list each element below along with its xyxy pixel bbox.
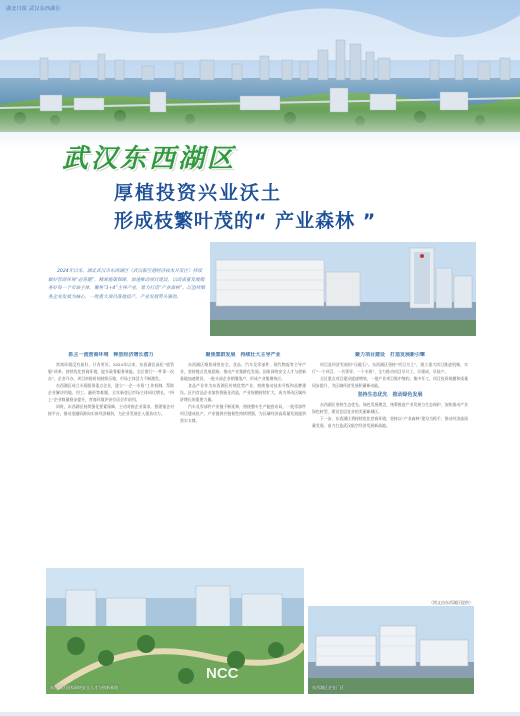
factory-aerial-photo bbox=[210, 242, 476, 336]
footer-rule bbox=[0, 712, 520, 716]
headline-line-1: 厚植投资兴业沃土 bbox=[114, 182, 283, 204]
col3-para: 东西湖区坚持生态优先、绿色发展理念，统筹推进产业发展与生态保护，加快推动产业绿色转型，建设宜居宜业的美丽新城区。 bbox=[312, 402, 468, 415]
headline-block bbox=[0, 144, 520, 240]
col3-heading: 聚力项目建设 打造发展新引擎 bbox=[354, 352, 425, 358]
park-campus-photo bbox=[46, 568, 304, 694]
col2-para: 食品产业作为东西湖区传统优势产业，持续推动技术升级和品牌建设。区内食品企业加快智能化改造，产业规模持续扩大，成为带动区域经济增长的重要力量。 bbox=[180, 383, 306, 403]
col2-para: 东西湖区聚焦网络安全、食品、汽车及零部件、现代物流等主导产业，坚持链式发展思路，推动产业集群化发展。国家网络安全人才与创新基地加速建设，一批头部企业相继落户，形成产业集聚效应。 bbox=[180, 362, 306, 382]
photo-caption-left: 东西湖区国家网络安全人才与创新基地 bbox=[50, 685, 118, 690]
ncc-logo: NCC bbox=[206, 665, 239, 682]
header-tag: 湖北日报 武汉东西湖区 bbox=[6, 6, 61, 12]
article-column-2 bbox=[180, 352, 306, 574]
intro-text: 2024年以来，湖北武汉市东西湖区（武汉临空港经济技术开发区）持续做好营商环境“必答题”，精准施策保障，加速推动项目建设，以高质量发展服务好每一个市场主体，聚焦“3+4”主导产业，着力打造“产业森林”。以坚持服务企业发展为核心，一批重大项目落地投产，产业发展势头强劲。 bbox=[48, 269, 206, 300]
col1-para: 东西湖区成立专班服务重点企业，建立“一企一专班”工作机制，帮助企业解决用地、用工、融资等难题。全年新登记市场主体同比增长，“四上”企业数量稳步提升，营商环境评价位居全市前列。 bbox=[48, 383, 174, 403]
col1-para: 营商环境没有最好，只有更好。2024年以来，东西湖区深化“放管服”改革，持续优化营商环境，提升政务服务效能。全区推行“一件事一次办”，企业开办、项目审批时间持续压缩，市场主体活力不断激发。 bbox=[48, 362, 174, 382]
col2-para: 汽车及零部件产业链不断延伸，围绕整车生产配套布局，一批零部件项目建成投产，产业链供应链韧性持续增强，为区域经济高质量发展提供坚实支撑。 bbox=[180, 404, 306, 424]
byline: （图文由东西湖区提供） bbox=[429, 600, 473, 605]
headline-line-2: 形成枝繁叶茂的“ 产业森林 ” bbox=[114, 210, 377, 232]
article-column-3 bbox=[312, 352, 468, 598]
col2-heading: 聚焦集群发展 持续壮大主导产业 bbox=[205, 352, 281, 358]
photo-caption-right: 东西湖区企业厂区 bbox=[312, 685, 344, 690]
page-title: 武汉东西湖区 bbox=[62, 144, 237, 174]
col3-heading-2: 坚持生态优先 推动绿色发展 bbox=[357, 392, 423, 399]
col3-para: 全区重点项目建设提速增效，一批产业项目集中签约、集中开工，项目投资规模和质量同步提升，为区域经济发展积蓄新动能。 bbox=[312, 376, 468, 389]
col3-para: 项目是经济发展的“压舱石”。东西湖区坚持“项目为王”，建立重大项目推进机制，实行“一个项目、一名领导、一个专班”，全力推动项目早开工、早建成、早投产。 bbox=[312, 362, 468, 375]
hero-cityscape-photo bbox=[0, 0, 520, 150]
col1-para: 同时，东西湖区持续强化要素保障，主动对接企业需求，搭建银企对接平台，推动金融资源向实体经济倾斜，为企业发展注入强劲动力。 bbox=[48, 404, 174, 417]
col3-para: 下一步，东西湖区将持续优化营商环境，坚持以“产业森林”建设为抓手，推动经济高质量发展，奋力打造武汉临空经济发展新高地。 bbox=[312, 416, 468, 429]
article-column-1 bbox=[48, 352, 174, 574]
intro-paragraph bbox=[48, 268, 206, 302]
industrial-park-photo bbox=[308, 606, 474, 694]
col1-heading: 抓主一流营商环境 释放经济增长潜力 bbox=[68, 352, 154, 358]
